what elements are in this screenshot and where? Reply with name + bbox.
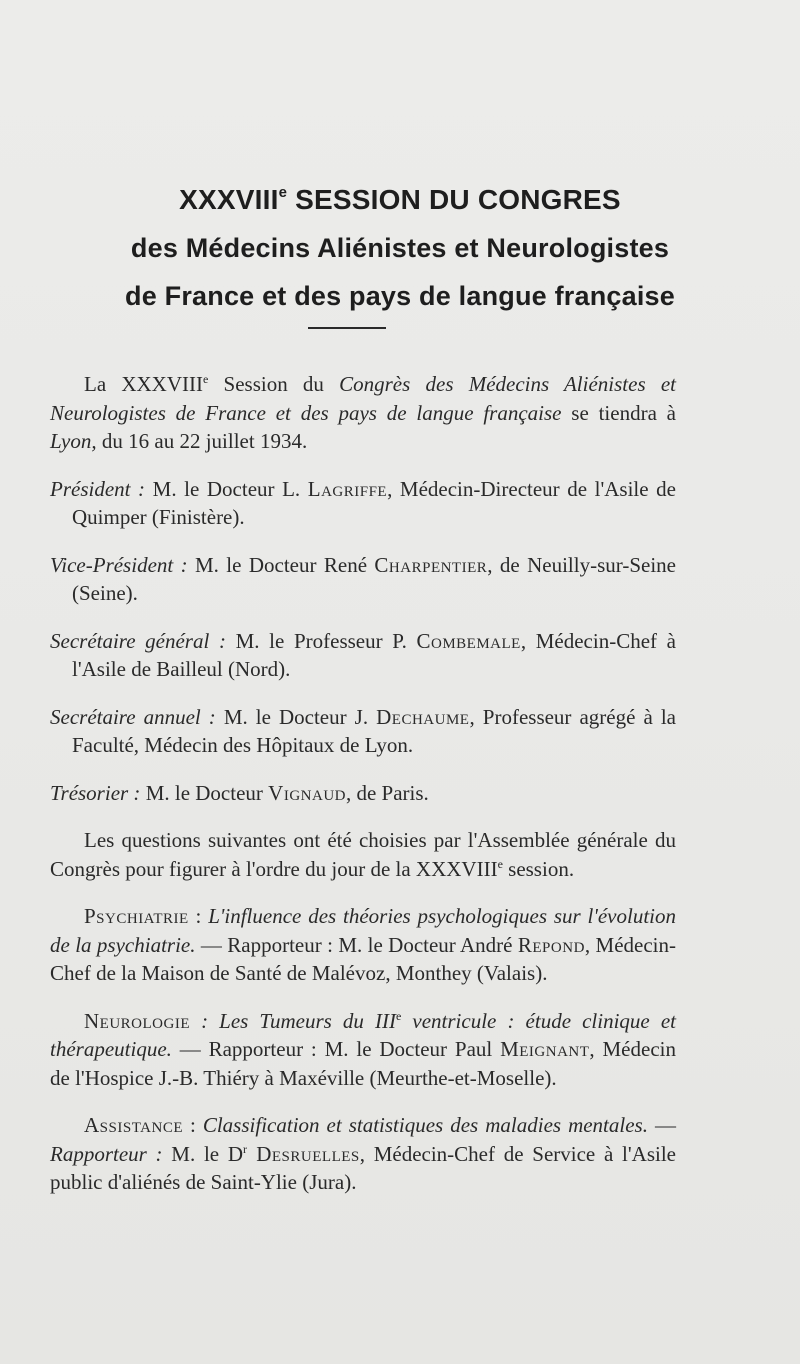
questions-intro-end: session. xyxy=(502,856,575,881)
treasurer-entry xyxy=(50,779,676,808)
intro-paragraph xyxy=(50,370,676,456)
assistance-question xyxy=(50,1111,676,1197)
title-line-countries: de France et des pays de langue française xyxy=(125,281,675,311)
vice-president-affiliation: , de Neuilly-sur-Seine (Seine). xyxy=(72,552,676,605)
psychiatry-label: Psychiatrie xyxy=(84,904,189,928)
psychiatry-rapporteur-name: Repond xyxy=(517,932,585,957)
assistance-topic: Classification et statistiques des maladies mentales. xyxy=(202,1113,648,1137)
assistance-rapporteur-sup: r xyxy=(243,1141,247,1156)
annual-secretary-lead xyxy=(50,705,216,729)
neurology-rapporteur-affiliation: , Médecin de l'Hospice J.-B. Thiéry à Maxéville (Meurthe-et-Moselle). xyxy=(50,1037,676,1090)
secretary-general-name: Combemale xyxy=(416,628,521,653)
president-label: Président : xyxy=(50,476,146,501)
congress-city: Lyon, xyxy=(50,429,97,453)
treasurer-affiliation: , de Paris. xyxy=(345,780,429,805)
annual-secretary-title: M. le Docteur J. xyxy=(215,704,377,729)
psychiatry-question xyxy=(50,902,676,988)
annual-secretary-label: Secrétaire annuel : xyxy=(50,704,216,729)
treasurer-name: Vignaud xyxy=(268,780,346,805)
annual-secretary-affiliation: , Professeur agrégé à la Faculté, Médecin des Hôpitaux de Lyon. xyxy=(72,704,676,757)
secretary-general-entry xyxy=(50,627,676,684)
congress-name: Congrès des Médecins Aliénistes et Neurologistes de France et des pays de langue française xyxy=(50,372,676,425)
assistance-label: Assistance xyxy=(84,1113,183,1137)
psychiatry-colon: : xyxy=(188,904,209,928)
neurology-label: Neurologie xyxy=(84,1008,190,1033)
assistance-colon: : xyxy=(182,1113,203,1137)
psychiatry-rapporteur-affiliation: , Médecin-Chef de la Maison de Santé de Malévoz, Monthey (Valais). xyxy=(50,932,677,985)
neurology-rapporteur-name: Meignant xyxy=(500,1037,590,1061)
title-divider xyxy=(308,327,386,329)
intro-text-2: Session du xyxy=(208,372,340,396)
secretary-general-lead xyxy=(50,629,226,653)
vice-president-title: M. le Docteur René xyxy=(187,552,375,577)
neurology-question xyxy=(50,1007,676,1093)
president-title: M. le Docteur L. xyxy=(145,476,308,501)
assistance-rapporteur-label: Rapporteur : xyxy=(50,1141,163,1166)
neurology-topic-a: : Les Tumeurs du III xyxy=(189,1008,396,1033)
secretary-general-label: Secrétaire général : xyxy=(50,628,226,653)
neurology-rapporteur: — Rapporteur : M. le Docteur Paul xyxy=(171,1037,501,1061)
vice-president-name: Charpentier xyxy=(374,552,488,577)
assistance-rapporteur-name: Desruelles xyxy=(247,1141,360,1166)
title-line-physicians: des Médecins Aliénistes et Neurologistes xyxy=(130,233,670,263)
session-label: SESSION DU CONGRES xyxy=(287,184,621,215)
questions-intro-text: Les questions suivantes ont été choisies par l'Assemblée générale du Congrès pour figurer à l'ordre du jour de la XXXVIII xyxy=(50,828,676,881)
secretary-general-title: M. le Professeur P. xyxy=(225,628,417,653)
intro-text-1: La XXXVIII xyxy=(84,372,203,396)
vice-president-lead xyxy=(50,553,188,577)
treasurer-label: Trésorier : xyxy=(50,780,141,805)
treasurer-lead xyxy=(50,781,140,805)
annual-secretary-entry xyxy=(50,703,676,760)
session-number: XXXVIII xyxy=(179,184,279,215)
psychiatry-rapporteur: — Rapporteur : M. le Docteur André xyxy=(195,932,518,957)
psychiatry-topic: L'influence des théories psychologiques sur l'évolution de la psychiatrie. xyxy=(50,904,677,957)
vice-president-entry xyxy=(50,551,676,608)
annual-secretary-name: Dechaume xyxy=(376,704,470,729)
president-lead xyxy=(50,477,145,501)
treasurer-title: M. le Docteur xyxy=(140,780,269,805)
assistance-rapporteur-title: M. le D xyxy=(162,1141,243,1166)
secretary-general-affiliation: , Médecin-Chef à l'Asile de Bailleul (Nord). xyxy=(72,628,676,681)
president-affiliation: , Médecin-Directeur de l'Asile de Quimper (Finistère). xyxy=(72,476,676,529)
president-name: Lagriffe xyxy=(307,476,388,501)
vice-president-label: Vice-Président : xyxy=(50,552,188,577)
neurology-topic-b: ventricule : étude clinique et thérapeutique. xyxy=(50,1008,677,1061)
neurology-topic-sup: e xyxy=(395,1008,402,1023)
congress-dates: du 16 au 22 juillet 1934. xyxy=(96,429,308,453)
questions-intro-sup: e xyxy=(497,856,503,871)
assistance-rapporteur-affiliation: , Médecin-Chef de Service à l'Asile public d'aliénés de Saint-Ylie (Jura). xyxy=(50,1141,676,1194)
title-line-session xyxy=(0,176,800,224)
questions-intro xyxy=(50,826,676,883)
congress-title xyxy=(0,176,800,320)
assistance-dash: — xyxy=(647,1113,676,1137)
session-ordinal: e xyxy=(278,184,288,201)
intro-text-3: se tiendra à xyxy=(561,400,677,425)
president-entry xyxy=(50,475,676,532)
intro-sup: e xyxy=(203,372,209,386)
document-body xyxy=(50,370,676,1216)
